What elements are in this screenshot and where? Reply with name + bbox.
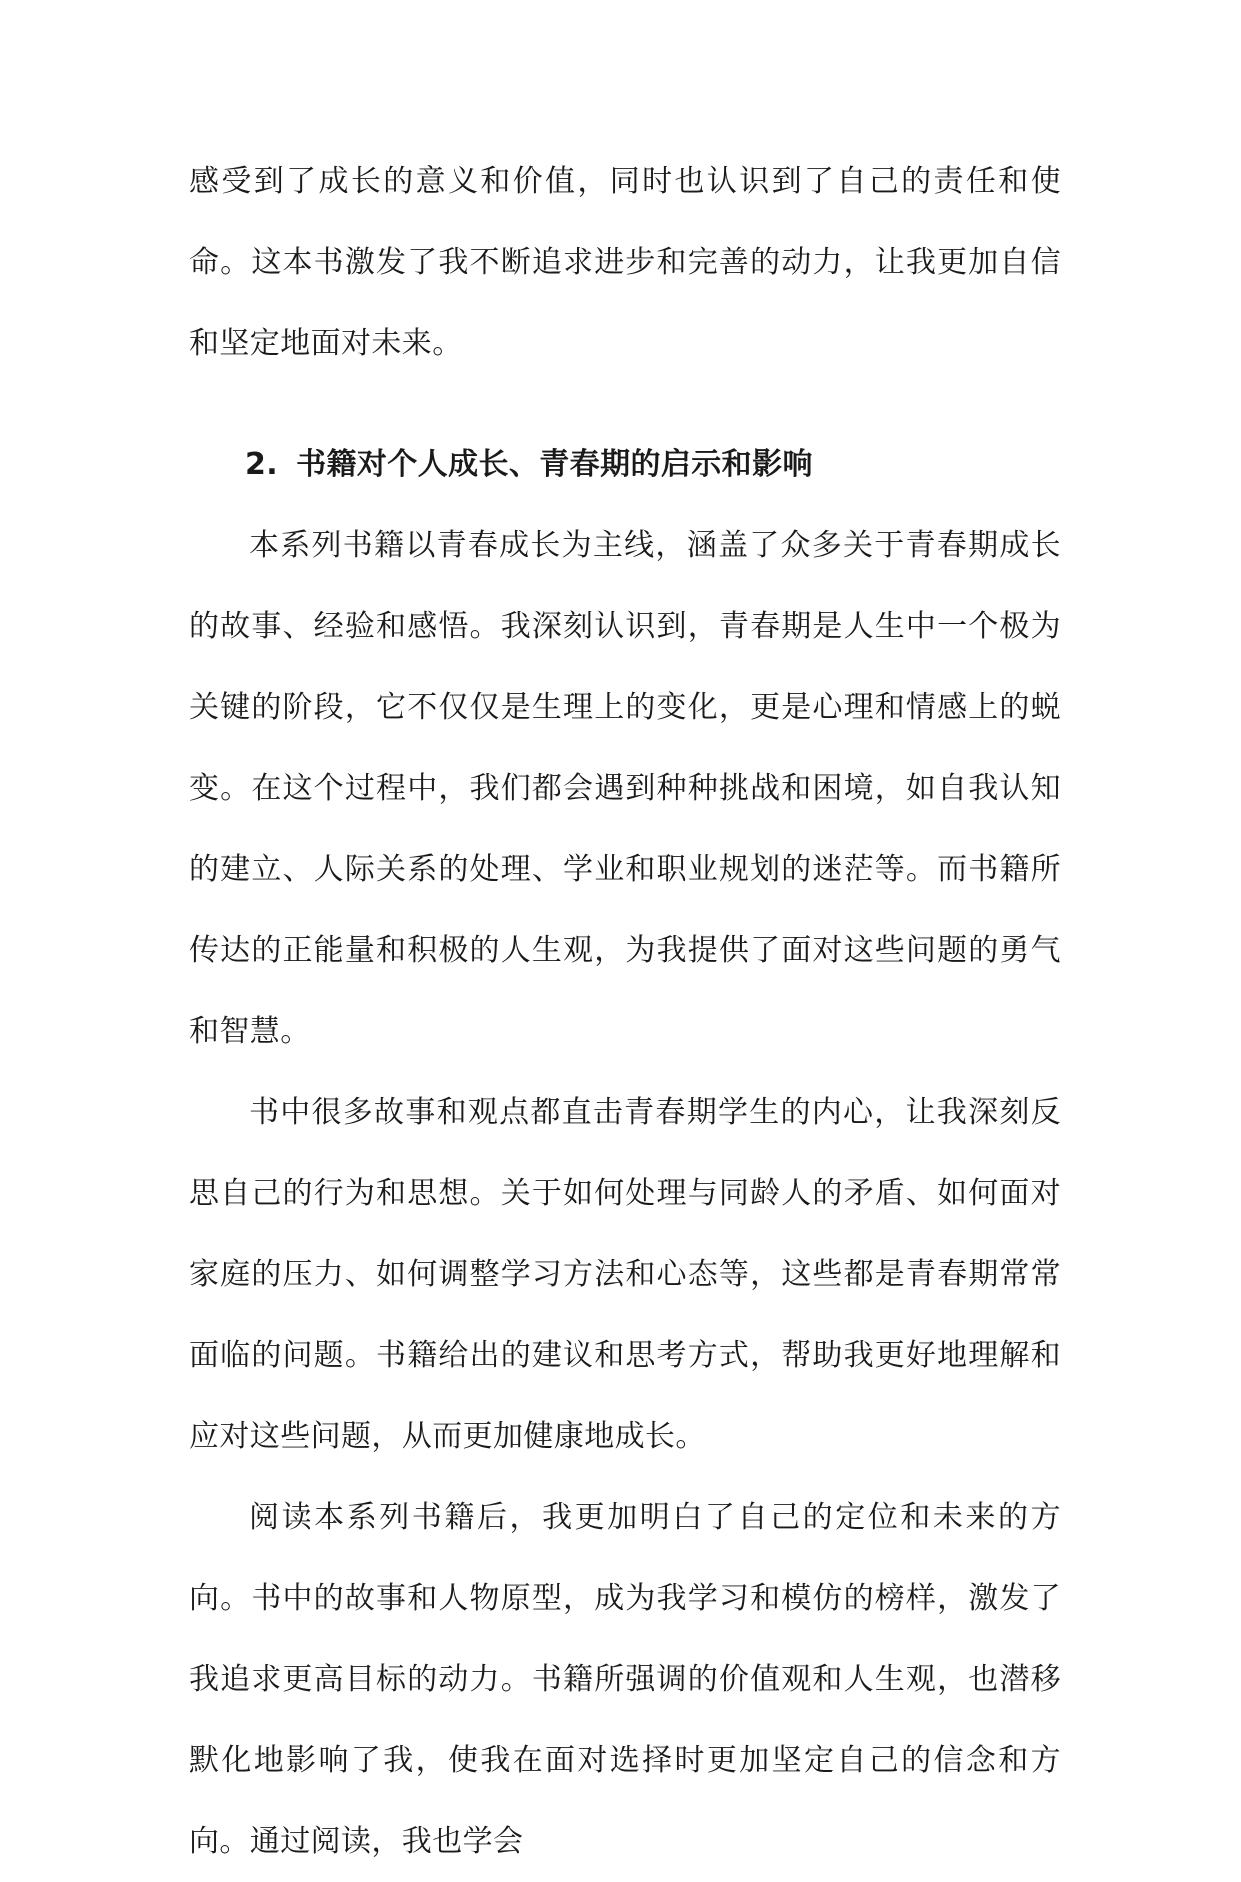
paragraph-continuation: 感受到了成长的意义和价值，同时也认识到了自己的责任和使命。这本书激发了我不断追求进步和完善的动力，让我更加自信和坚定地面对未来。 (189, 164, 1061, 361)
document-body (189, 141, 1061, 1882)
paragraph: 书中很多故事和观点都直击青春期学生的内心，让我深刻反思自己的行为和思想。关于如何处理与同龄人的矛盾、如何面对家庭的压力、如何调整学习方法和心态等，这些都是青春期常常面临的问题。书籍给出的建议和思考方式，帮助我更好地理解和应对这些问题，从而更加健康地成长。 (189, 1095, 1061, 1454)
paragraph: 阅读本系列书籍后，我更加明白了自己的定位和未来的方向。书中的故事和人物原型，成为我学习和模仿的榜样，激发了我追求更高目标的动力。书籍所强调的价值观和人生观，也潜移默化地影响了我，使我在面对选择时更加坚定自己的信念和方向。通过阅读，我也学会 (189, 1500, 1061, 1859)
section-number: 2. (245, 447, 279, 482)
paragraph: 本系列书籍以青春成长为主线，涵盖了众多关于青春期成长的故事、经验和感悟。我深刻认识到，青春期是人生中一个极为关键的阶段，它不仅仅是生理上的变化，更是心理和情感上的蜕变。在这个过程中，我们都会遇到种种挑战和困境，如自我认知的建立、人际关系的处理、学业和职业规划的迷茫等。而书籍所传达的正能量和积极的人生观，为我提供了面对这些问题的勇气和智慧。 (189, 528, 1061, 1049)
section-heading (189, 424, 1061, 505)
section-title: 书籍对个人成长、青春期的启示和影响 (296, 447, 813, 482)
